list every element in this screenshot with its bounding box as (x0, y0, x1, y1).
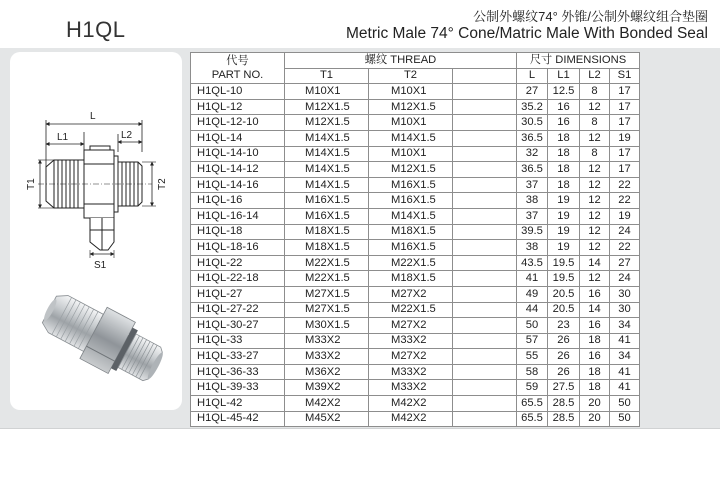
cell-part-no: H1QL-18-16 (191, 240, 285, 256)
cell-blank (453, 302, 517, 318)
cell-l1: 12.5 (548, 84, 580, 100)
dimension-s1 (90, 250, 114, 271)
table-row (191, 271, 640, 287)
cell-t1: M18X1.5 (285, 240, 369, 256)
header-t1: T1 (285, 68, 369, 84)
cell-l: 38 (517, 193, 548, 209)
cell-s1: 41 (610, 364, 640, 380)
cell-s1: 17 (610, 162, 640, 178)
cell-part-no: H1QL-33-27 (191, 349, 285, 365)
cell-l: 41 (517, 271, 548, 287)
cell-s1: 41 (610, 333, 640, 349)
table-row (191, 302, 640, 318)
cell-t2: M33X2 (369, 380, 453, 396)
cell-l: 44 (517, 302, 548, 318)
cell-t2: M18X1.5 (369, 271, 453, 287)
cell-l2: 14 (580, 302, 610, 318)
cell-l2: 18 (580, 364, 610, 380)
cell-part-no: H1QL-12 (191, 99, 285, 115)
cell-l: 59 (517, 380, 548, 396)
cell-l: 50 (517, 318, 548, 334)
header-dimensions: 尺寸 DIMENSIONS (517, 53, 640, 69)
cell-t1: M30X1.5 (285, 318, 369, 334)
cell-t1: M33X2 (285, 349, 369, 365)
table-row (191, 380, 640, 396)
cell-part-no: H1QL-14-10 (191, 146, 285, 162)
cell-s1: 17 (610, 146, 640, 162)
cell-part-no: H1QL-12-10 (191, 115, 285, 131)
table-row (191, 99, 640, 115)
label-l1: L1 (57, 132, 69, 143)
header-l: L (517, 68, 548, 84)
product-code: H1QL (66, 17, 126, 42)
cell-l: 35.2 (517, 99, 548, 115)
cell-t1: M22X1.5 (285, 255, 369, 271)
cell-l: 43.5 (517, 255, 548, 271)
dimension-l2 (118, 130, 142, 152)
cell-l1: 20.5 (548, 286, 580, 302)
cell-l1: 23 (548, 318, 580, 334)
cell-l: 57 (517, 333, 548, 349)
cell-s1: 22 (610, 193, 640, 209)
cell-part-no: H1QL-36-33 (191, 364, 285, 380)
cell-t2: M10X1 (369, 84, 453, 100)
cell-l: 58 (517, 364, 548, 380)
cell-part-no: H1QL-14-16 (191, 177, 285, 193)
table-row (191, 115, 640, 131)
cell-blank (453, 146, 517, 162)
cell-l: 36.5 (517, 130, 548, 146)
cell-s1: 27 (610, 255, 640, 271)
cell-t1: M14X1.5 (285, 177, 369, 193)
cell-t2: M16X1.5 (369, 240, 453, 256)
cell-l1: 19.5 (548, 255, 580, 271)
cell-l: 36.5 (517, 162, 548, 178)
cell-l2: 18 (580, 380, 610, 396)
table-row (191, 364, 640, 380)
table-row (191, 286, 640, 302)
cell-l2: 12 (580, 99, 610, 115)
cell-t2: M14X1.5 (369, 130, 453, 146)
header-l1: L1 (548, 68, 580, 84)
fitting-photo (34, 283, 172, 393)
cell-t2: M10X1 (369, 146, 453, 162)
cell-blank (453, 208, 517, 224)
cell-l1: 19 (548, 208, 580, 224)
cell-l2: 16 (580, 349, 610, 365)
cell-blank (453, 380, 517, 396)
cell-part-no: H1QL-27-22 (191, 302, 285, 318)
cell-t2: M22X1.5 (369, 302, 453, 318)
cell-part-no: H1QL-42 (191, 396, 285, 412)
cell-l2: 12 (580, 224, 610, 240)
cell-t1: M22X1.5 (285, 271, 369, 287)
cell-part-no: H1QL-16 (191, 193, 285, 209)
technical-drawing (10, 52, 182, 410)
cell-t2: M42X2 (369, 411, 453, 427)
cell-t1: M27X1.5 (285, 302, 369, 318)
cell-part-no: H1QL-18 (191, 224, 285, 240)
cell-t1: M18X1.5 (285, 224, 369, 240)
cell-l1: 20.5 (548, 302, 580, 318)
table-row (191, 333, 640, 349)
cell-l2: 8 (580, 115, 610, 131)
cell-s1: 30 (610, 302, 640, 318)
header-s1: S1 (610, 68, 640, 84)
cell-l1: 19 (548, 193, 580, 209)
cell-t1: M16X1.5 (285, 193, 369, 209)
specification-table (190, 52, 640, 427)
cell-l2: 12 (580, 162, 610, 178)
cell-l1: 26 (548, 333, 580, 349)
cell-l: 55 (517, 349, 548, 365)
cell-l: 30.5 (517, 115, 548, 131)
cell-part-no: H1QL-22 (191, 255, 285, 271)
cell-blank (453, 411, 517, 427)
cell-s1: 22 (610, 177, 640, 193)
cell-s1: 34 (610, 349, 640, 365)
drawing-panel (10, 52, 182, 410)
cell-blank (453, 255, 517, 271)
cell-l2: 18 (580, 333, 610, 349)
cell-l2: 12 (580, 177, 610, 193)
label-t2: T2 (157, 178, 168, 190)
cell-s1: 17 (610, 84, 640, 100)
header-thread: 螺纹 THREAD (285, 53, 517, 69)
cell-t1: M36X2 (285, 364, 369, 380)
cell-l1: 26 (548, 364, 580, 380)
label-t1: T1 (26, 178, 37, 190)
cell-l1: 28.5 (548, 411, 580, 427)
table-body (191, 84, 640, 427)
header-l2: L2 (580, 68, 610, 84)
cell-l: 49 (517, 286, 548, 302)
title-chinese: 公制外螺纹74° 外锥/公制外螺纹组合垫圈 (473, 9, 708, 24)
cell-s1: 17 (610, 99, 640, 115)
cell-blank (453, 193, 517, 209)
cell-t1: M12X1.5 (285, 115, 369, 131)
cell-part-no: H1QL-30-27 (191, 318, 285, 334)
cell-t2: M27X2 (369, 318, 453, 334)
cell-t2: M22X1.5 (369, 255, 453, 271)
cell-l1: 18 (548, 146, 580, 162)
cell-l: 27 (517, 84, 548, 100)
table-row (191, 224, 640, 240)
cell-t2: M27X2 (369, 286, 453, 302)
table-row (191, 146, 640, 162)
cell-blank (453, 318, 517, 334)
cell-part-no: H1QL-14 (191, 130, 285, 146)
table-row (191, 411, 640, 427)
cell-t1: M39X2 (285, 380, 369, 396)
cell-t2: M33X2 (369, 333, 453, 349)
cell-l1: 26 (548, 349, 580, 365)
cell-s1: 50 (610, 411, 640, 427)
cell-blank (453, 84, 517, 100)
cell-l: 65.5 (517, 411, 548, 427)
table-row (191, 240, 640, 256)
title-english: Metric Male 74° Cone/Matric Male With Bonded Seal (346, 25, 708, 42)
cell-l: 65.5 (517, 396, 548, 412)
label-l2: L2 (121, 130, 133, 141)
cell-t2: M33X2 (369, 364, 453, 380)
cell-blank (453, 130, 517, 146)
table-row (191, 255, 640, 271)
cell-t2: M18X1.5 (369, 224, 453, 240)
cell-t1: M16X1.5 (285, 208, 369, 224)
cell-l2: 14 (580, 255, 610, 271)
cell-l: 32 (517, 146, 548, 162)
cell-s1: 19 (610, 130, 640, 146)
cell-l: 39.5 (517, 224, 548, 240)
cell-s1: 22 (610, 240, 640, 256)
cell-t2: M12X1.5 (369, 99, 453, 115)
cell-l: 38 (517, 240, 548, 256)
cell-l1: 18 (548, 130, 580, 146)
table-row (191, 318, 640, 334)
header-blank (453, 68, 517, 84)
cell-l2: 8 (580, 84, 610, 100)
cell-s1: 30 (610, 286, 640, 302)
cell-l1: 19.5 (548, 271, 580, 287)
header-part-en: PART NO. (211, 69, 264, 82)
cell-t2: M14X1.5 (369, 208, 453, 224)
cell-l2: 16 (580, 318, 610, 334)
cell-t2: M27X2 (369, 349, 453, 365)
table-row (191, 396, 640, 412)
cell-blank (453, 240, 517, 256)
table-row (191, 130, 640, 146)
cell-l1: 19 (548, 224, 580, 240)
cell-l1: 28.5 (548, 396, 580, 412)
cell-t1: M33X2 (285, 333, 369, 349)
cell-l1: 27.5 (548, 380, 580, 396)
cell-t1: M27X1.5 (285, 286, 369, 302)
cell-l2: 12 (580, 240, 610, 256)
cell-blank (453, 396, 517, 412)
cell-blank (453, 162, 517, 178)
cell-s1: 34 (610, 318, 640, 334)
header-part-cn: 代号 (226, 55, 249, 68)
cell-t2: M10X1 (369, 115, 453, 131)
table-row (191, 193, 640, 209)
cell-s1: 19 (610, 208, 640, 224)
cell-blank (453, 177, 517, 193)
cell-t1: M14X1.5 (285, 162, 369, 178)
cell-blank (453, 286, 517, 302)
cell-s1: 41 (610, 380, 640, 396)
cell-blank (453, 333, 517, 349)
cell-t1: M10X1 (285, 84, 369, 100)
cell-blank (453, 271, 517, 287)
table-row (191, 162, 640, 178)
cell-t2: M16X1.5 (369, 177, 453, 193)
cell-l1: 19 (548, 240, 580, 256)
cell-l2: 12 (580, 271, 610, 287)
cell-t1: M12X1.5 (285, 99, 369, 115)
cell-l2: 12 (580, 130, 610, 146)
table-row (191, 349, 640, 365)
fitting-side-view (46, 146, 142, 250)
table-header-row-1 (191, 53, 640, 69)
cell-blank (453, 115, 517, 131)
header-t2: T2 (369, 68, 453, 84)
table-row (191, 84, 640, 100)
cell-t1: M45X2 (285, 411, 369, 427)
cell-l2: 20 (580, 411, 610, 427)
cell-t2: M16X1.5 (369, 193, 453, 209)
cell-s1: 17 (610, 115, 640, 131)
cell-l1: 18 (548, 162, 580, 178)
cell-part-no: H1QL-14-12 (191, 162, 285, 178)
cell-l2: 8 (580, 146, 610, 162)
cell-l: 37 (517, 177, 548, 193)
cell-l2: 12 (580, 193, 610, 209)
cell-s1: 24 (610, 224, 640, 240)
cell-blank (453, 349, 517, 365)
cell-blank (453, 364, 517, 380)
cell-part-no: H1QL-27 (191, 286, 285, 302)
cell-l1: 16 (548, 115, 580, 131)
cell-t1: M14X1.5 (285, 146, 369, 162)
cell-blank (453, 99, 517, 115)
dimension-l1 (46, 132, 84, 160)
cell-part-no: H1QL-45-42 (191, 411, 285, 427)
cell-l2: 12 (580, 208, 610, 224)
cell-part-no: H1QL-33 (191, 333, 285, 349)
cell-l2: 16 (580, 286, 610, 302)
table-row (191, 208, 640, 224)
footer-band (0, 429, 720, 500)
cell-s1: 50 (610, 396, 640, 412)
header-part-no (191, 53, 285, 84)
label-s1: S1 (94, 260, 107, 271)
cell-t1: M42X2 (285, 396, 369, 412)
cell-l2: 20 (580, 396, 610, 412)
cell-s1: 24 (610, 271, 640, 287)
cell-t1: M14X1.5 (285, 130, 369, 146)
cell-part-no: H1QL-39-33 (191, 380, 285, 396)
table-row (191, 177, 640, 193)
cell-blank (453, 224, 517, 240)
cell-t2: M12X1.5 (369, 162, 453, 178)
cell-t2: M42X2 (369, 396, 453, 412)
cell-part-no: H1QL-10 (191, 84, 285, 100)
label-l: L (90, 111, 96, 122)
cell-l1: 18 (548, 177, 580, 193)
cell-part-no: H1QL-22-18 (191, 271, 285, 287)
cell-l: 37 (517, 208, 548, 224)
cell-part-no: H1QL-16-14 (191, 208, 285, 224)
cell-l1: 16 (548, 99, 580, 115)
